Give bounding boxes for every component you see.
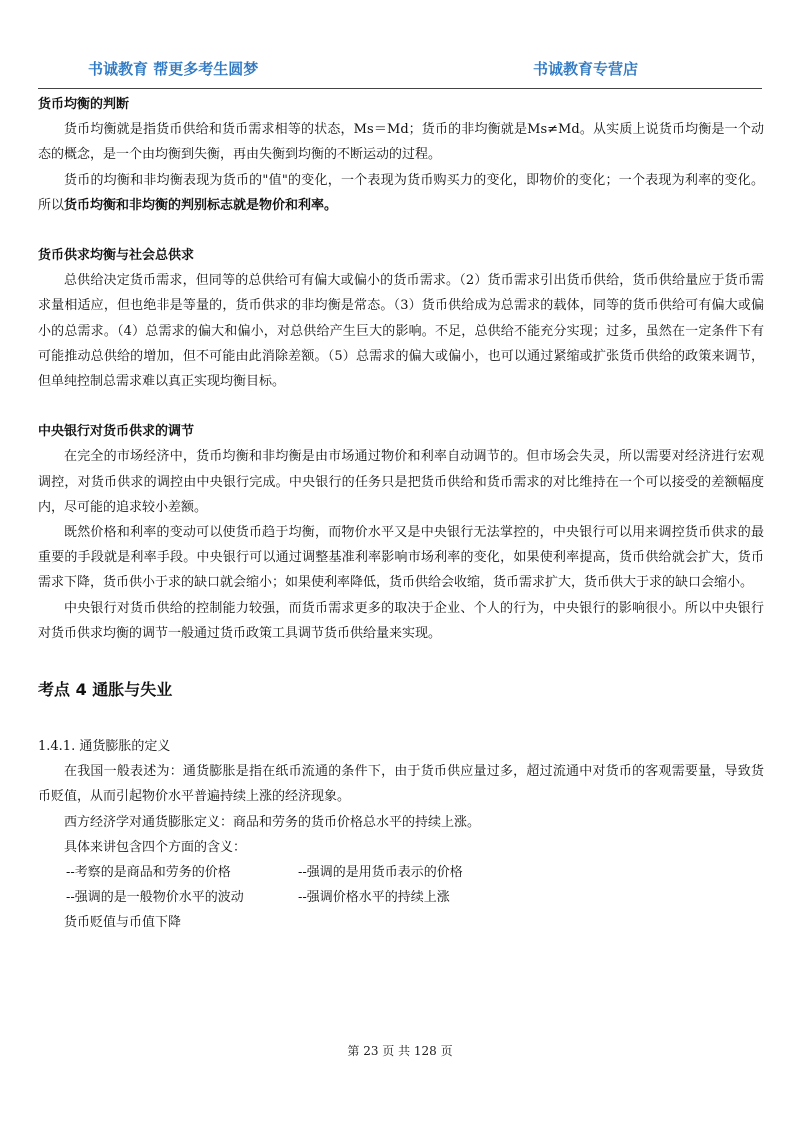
list-item-text: --强调价格水平的持续上涨 — [298, 890, 450, 906]
section-title-central-bank: 中央银行对货币供求的调节 — [38, 424, 195, 440]
page-header — [0, 0, 800, 90]
section-title-supply-demand: 货币供求均衡与社会总供求 — [38, 248, 195, 264]
paragraph: 在我国一般表述为：通货膨胀是指在纸币流通的条件下，由于货币供应量过多，超过流通中对货币的客观需要量，导致货币贬值，从而引起物价水平普遍持续上涨的经济现象。 — [38, 764, 764, 805]
paragraph-text: 货币的均衡和非均衡表现为货币的"值"的变化，一个表现为货币购买力的变化，即物价的变化；一个表现为利率的变化。所以 — [38, 172, 764, 213]
spacer — [38, 394, 764, 419]
subsection-title-inflation-definition: 1.4.1. 通货膨胀的定义 — [38, 739, 171, 755]
paragraph: 中央银行对货币供给的控制能力较强，而货币需求更多的取决于企业、个人的行为，中央银行的影响很小。所以中央银行对货币供求均衡的调节一般通过货币政策工具调节货币供给量来实现。 — [38, 600, 764, 641]
document-body — [38, 92, 764, 936]
header-right-text: 书诚教育专营店 — [533, 60, 639, 78]
paragraph: 在完全的市场经济中，货币均衡和非均衡是由市场通过物价和利率自动调节的。但市场会失灵，所以需要对经济进行宏观调控，对货币供求的调控由中央银行完成。中央银行的任务只是把货币供给和货币需求的对比维持在一个可以接受的差额幅度内，尽可能的追求较小差额。 — [38, 449, 764, 515]
paragraph — [38, 168, 764, 218]
section-title-inflation-unemployment: 考点 4 通胀与失业 — [38, 680, 173, 700]
list-item-text: --强调的是一般物价水平的波动 — [66, 890, 244, 906]
header-divider — [38, 88, 762, 89]
section-title-money-equilibrium: 货币均衡的判断 — [38, 97, 130, 112]
spacer — [38, 646, 764, 676]
paragraph: 西方经济学对通货膨胀定义：商品和劳务的货币价格总水平的持续上涨。 — [64, 814, 481, 830]
page-number: 第 23 页 共 128 页 — [347, 1044, 453, 1058]
spacer — [38, 218, 764, 243]
header-left-text: 书诚教育 帮更多考生圆梦 — [88, 60, 259, 78]
paragraph: 货币贬值与币值下降 — [64, 915, 182, 931]
paragraph-bold-text: 货币均衡和非均衡的判别标志就是物价和利率。 — [64, 197, 338, 213]
paragraph: 具体来讲包含四个方面的含义： — [64, 839, 247, 855]
paragraph: 既然价格和利率的变动可以使货币趋于均衡，而物价水平又是中央银行无法掌控的，中央银行可以用来调控货币供求的最重要的手段就是利率手段。中央银行可以通过调整基准利率影响市场利率的变化，如果使利率提高，货币供给就会扩大，货币需求下降，货币供小于求的缺口就会缩小；如果使利率降低，货币供给会收缩，货币需求扩大，货币供大于求的缺口会缩小。 — [38, 525, 764, 591]
list-item — [38, 885, 764, 910]
list-item-text: --强调的是用货币表示的价格 — [298, 865, 463, 881]
paragraph: 总供给决定货币需求，但同等的总供给可有偏大或偏小的货币需求。（2）货币需求引出货币供给，货币供给量应于货币需求量相适应，但也绝非是等量的，货币供求的非均衡是常态。（3）货币供给成为总需求的载体，同等的货币供给可有偏大或偏小的总需求。（4）总需求的偏大和偏小，对总供给产生巨大的影响。不足，总供给不能充分实现；过多，虽然在一定条件下有可能推动总供给的增加，但不可能由此消除差额。（5）总需求的偏大或偏小，也可以通过紧缩或扩张货币供给的政策来调节，但单纯控制总需求难以真正实现均衡目标。 — [38, 273, 764, 390]
paragraph: 货币均衡就是指货币供给和货币需求相等的状态，Ms＝Md；货币的非均衡就是Ms≠Md。从实质上说货币均衡是一个动态的概念，是一个由均衡到失衡，再由失衡到均衡的不断运动的过程。 — [38, 122, 764, 163]
spacer — [38, 704, 764, 734]
list-item — [38, 860, 764, 885]
list-item-text: --考察的是商品和劳务的价格 — [66, 865, 231, 881]
